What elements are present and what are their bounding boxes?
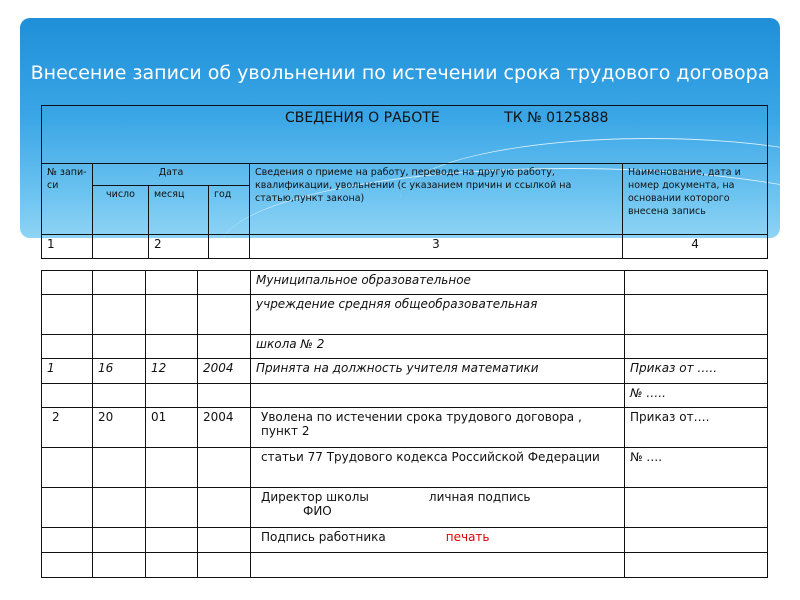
cell-year	[198, 553, 251, 578]
cell-day: 16	[93, 359, 146, 384]
cell-month	[146, 295, 198, 335]
cell-month	[146, 271, 198, 295]
cell-doc	[625, 528, 768, 553]
cell-month	[146, 553, 198, 578]
work-records-table	[41, 270, 768, 578]
cell-info	[251, 384, 625, 408]
cell-year	[198, 488, 251, 528]
cell-num	[42, 488, 93, 528]
cell-info: Уволена по истечении срока трудового договора , пункт 2	[251, 408, 625, 448]
cell-year	[198, 448, 251, 488]
cell-num	[42, 271, 93, 295]
cell-year	[198, 271, 251, 295]
cell-day	[93, 553, 146, 578]
section-title: СВЕДЕНИЯ О РАБОТЕ	[285, 110, 440, 126]
cell-info: Муниципальное образовательное	[251, 271, 625, 295]
cell-info: школа № 2	[251, 335, 625, 359]
col-date: Дата	[93, 164, 250, 186]
signature-label: личная подпись	[428, 490, 531, 504]
cell-month	[146, 335, 198, 359]
table-row	[42, 384, 768, 408]
cell-doc	[625, 488, 768, 528]
director-label: Директор школы	[261, 490, 369, 504]
col-number-4: 4	[623, 235, 768, 259]
cell-day	[93, 384, 146, 408]
cell-day	[93, 528, 146, 553]
cell-year: 2004	[198, 359, 251, 384]
cell-day: 20	[93, 408, 146, 448]
table-row	[42, 553, 768, 578]
cell-day	[93, 271, 146, 295]
table-row	[42, 271, 768, 295]
cell-day	[93, 295, 146, 335]
slide-title: Внесение записи об увольнении по истечении срока трудового договора	[30, 62, 770, 84]
table-row	[42, 488, 768, 528]
employee-signature-label: Подпись работника	[261, 530, 386, 544]
cell-doc: № …..	[625, 384, 768, 408]
cell-doc	[625, 335, 768, 359]
cell-info: Принята на должность учителя математики	[251, 359, 625, 384]
cell-info	[251, 553, 625, 578]
col-number-3: 3	[250, 235, 623, 259]
cell-doc	[625, 553, 768, 578]
name-label: ФИО	[303, 504, 332, 518]
cell-num	[42, 295, 93, 335]
cell-day	[93, 448, 146, 488]
work-info-header-table	[41, 105, 768, 259]
cell-year	[198, 384, 251, 408]
cell-month	[146, 384, 198, 408]
cell-info: учреждение средняя общеобразовательная	[251, 295, 625, 335]
cell-num	[42, 384, 93, 408]
col-info: Сведения о приеме на работу, переводе на другую работу, квалификации, увольнении (с указанием причин и ссылкой на статью,пункт закона)	[250, 164, 623, 235]
section-header	[42, 106, 768, 164]
cell-num: 2	[42, 408, 93, 448]
cell-doc	[625, 271, 768, 295]
cell-info	[251, 528, 625, 553]
cell-month: 01	[146, 408, 198, 448]
empty-cell	[209, 235, 250, 259]
empty-cell	[93, 235, 149, 259]
table-row	[42, 335, 768, 359]
table-row	[42, 408, 768, 448]
cell-doc	[625, 295, 768, 335]
cell-year	[198, 528, 251, 553]
col-number-2: 2	[149, 235, 209, 259]
cell-month	[146, 448, 198, 488]
cell-num	[42, 553, 93, 578]
cell-num	[42, 335, 93, 359]
cell-info	[251, 488, 625, 528]
cell-doc: Приказ от …..	[625, 359, 768, 384]
cell-info: статьи 77 Трудового кодекса Российской Федерации	[251, 448, 625, 488]
col-year: год	[209, 186, 250, 235]
table-row	[42, 528, 768, 553]
cell-year	[198, 295, 251, 335]
cell-doc: № ….	[625, 448, 768, 488]
tk-number: ТК № 0125888	[504, 110, 609, 126]
cell-month: 12	[146, 359, 198, 384]
cell-year	[198, 335, 251, 359]
cell-day	[93, 488, 146, 528]
cell-day	[93, 335, 146, 359]
col-number-1: 1	[42, 235, 93, 259]
col-month: месяц	[149, 186, 209, 235]
col-day: число	[93, 186, 149, 235]
col-num: № запи-си	[42, 164, 93, 235]
cell-num	[42, 448, 93, 488]
cell-year: 2004	[198, 408, 251, 448]
cell-num: 1	[42, 359, 93, 384]
stamp-label: печать	[445, 530, 490, 544]
cell-month	[146, 488, 198, 528]
cell-month	[146, 528, 198, 553]
cell-doc: Приказ от….	[625, 408, 768, 448]
cell-num	[42, 528, 93, 553]
table-row	[42, 359, 768, 384]
table-row	[42, 295, 768, 335]
col-doc: Наименование, дата и номер документа, на основании которого внесена запись	[623, 164, 768, 235]
table-row	[42, 448, 768, 488]
